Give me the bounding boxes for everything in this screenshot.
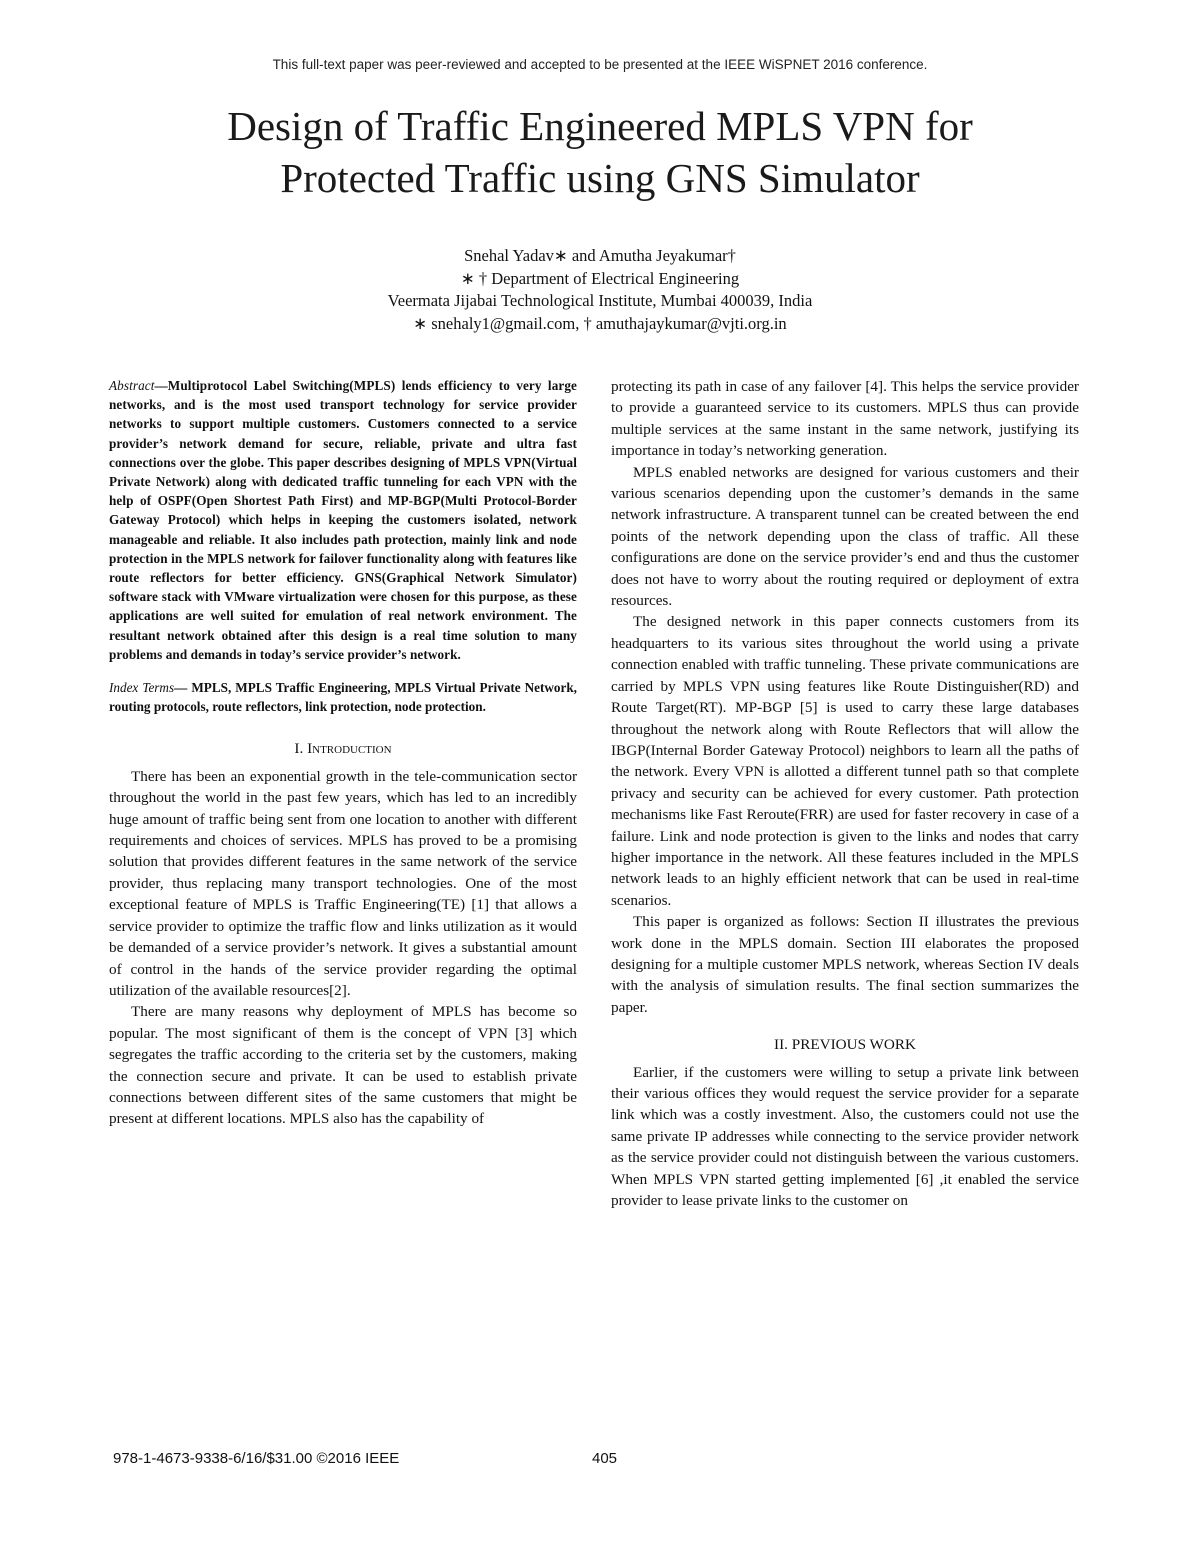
paper-title-line-1: Design of Traffic Engineered MPLS VPN for [227, 103, 973, 149]
section-heading-introduction [109, 738, 577, 759]
page-number: 405 [592, 1450, 618, 1467]
index-terms-label: Index Terms [109, 680, 175, 696]
abstract [109, 376, 577, 664]
abstract-text: —Multiprotocol Label Switching(MPLS) lends efficiency to very large networks, and is the most used transport technology for service provider networks to support multiple customers. Customers connected to a service provider’s network demand for secure, reliable, private and ultra fast connections over the globe. This paper describes designing of MPLS VPN(Virtual Private Network) along with dedicated traffic tunneling for each VPN with the help of OSPF(Open Shortest Path First) and MP-BGP(Multi Protocol-Border Gateway Protocol) which helps in keeping the customers isolated, network manageable and reliable. It also includes path protection, mainly link and node protection in the MPLS network for failover functionality along with features like route reflectors for better efficiency. GNS(Graphical Network Simulator) software stack with VMware virtualization were chosen for this purpose, as these applications are well suited for emulation of real network environment. The resultant network obtained after this design is a real time solution to many problems and demands in today’s service provider’s network. [109, 378, 577, 662]
paragraph-continuation: protecting its path in case of any failover [4]. This helps the service provider to provide a guaranteed service to its customers. MPLS thus can provide multiple services at the same instant in the same network, justifying its importance in today’s networking generation. [611, 378, 1079, 460]
section-number: I. [294, 740, 308, 758]
conference-notice: This full-text paper was peer-reviewed and accepted to be presented at the IEEE WiSPNET 2016 conference. [272, 57, 928, 72]
paragraph: This paper is organized as follows: Section II illustrates the previous work done in the MPLS domain. Section III elaborates the proposed designing for a multiple customer MPLS network, whereas Section IV deals with the analysis of simulation results. The final section summarizes the paper. [611, 913, 1079, 1016]
paragraph: Earlier, if the customers were willing to setup a private link between their various offices they would request the service provider for a separate link which was a costly investment. Also, the customers could not use the same private IP addresses while connecting to the service provider network as the service provider could not distinguish between the various customers. When MPLS VPN started getting implemented [6] ,it enabled the service provider to lease private links to the customer on [611, 1063, 1079, 1210]
author-emails: ∗ snehaly1@gmail.com, † amuthajaykumar@vjti.org.in [413, 313, 787, 333]
section-heading-previous-work: II. PREVIOUS WORK [774, 1036, 916, 1054]
paper-title-line-2: Protected Traffic using GNS Simulator [280, 155, 920, 201]
abstract-label: Abstract [109, 378, 155, 393]
paragraph: There are many reasons why deployment of MPLS has become so popular. The most significant of them is the concept of VPN [3] which segregates the traffic according to the criteria set by the customers, making the connection secure and private. It can be used to establish private connections between different sites of the same customers that might be present at different locations. MPLS also has the capability of [109, 1003, 577, 1128]
index-terms-text: — MPLS, MPLS Traffic Engineering, MPLS Virtual Private Network, routing protocols, route reflectors, link protection, node protection. [109, 680, 577, 715]
paragraph: MPLS enabled networks are designed for various customers and their various scenarios depending upon the customer’s demands in the same network infrastructure. A transparent tunnel can be created between the end points of the network depending upon the class of traffic. All these configurations are done on the service provider’s end and thus the customer does not have to worry about the routing required or deployment of extra resources. [611, 463, 1079, 610]
paper-title [100, 100, 1100, 204]
index-terms [109, 678, 577, 716]
left-column [109, 376, 577, 1130]
paragraph: There has been an exponential growth in the tele-communication sector throughout the world in the past few years, which has led to an incredibly huge amount of traffic being sent from one location to another with different requirements and choices of services. MPLS has proved to be a promising solution that provides different features in the same network of the service provider, thus replacing many transport technologies. One of the most exceptional feature of MPLS is Traffic Engineering(TE) [1] that allows a service provider to optimize the traffic flow and links utilization as it would be demanded of a service provider’s network. It gives a substantial amount of control in the hands of the service provider regarding the optimal utilization of the available resources[2]. [109, 767, 577, 999]
footer-isbn: 978-1-4673-9338-6/16/$31.00 ©2016 IEEE [113, 1450, 400, 1467]
right-column [611, 376, 1079, 1211]
author-institute: Veermata Jijabai Technological Institute, Mumbai 400039, India [387, 291, 813, 310]
author-department: ∗ † Department of Electrical Engineering [460, 268, 740, 288]
paragraph: The designed network in this paper connects customers from its headquarters to its various sites throughout the world using a private connection enabled with traffic tunneling. These private communications are carried by MPLS VPN using features like Route Distinguisher(RD) and Route Target(RT). MP-BGP [5] is used to carry these large databases throughout the network along with Route Reflectors that will allow the IBGP(Internal Border Gateway Protocol) neighbors to learn all the paths of the network. Every VPN is allotted a different tunnel path so that complete privacy and security can be achieved for every customer. Path protection mechanisms like Fast Reroute(FRR) are used for faster recovery in case of a failure. Link and node protection is given to the links and nodes that carry higher importance in the network. All these features included in the MPLS network leads to an highly efficient network that can be used in real-time scenarios. [611, 613, 1079, 909]
author-names: Snehal Yadav∗ and Amutha Jeyakumar† [464, 246, 736, 265]
author-block [0, 245, 1200, 335]
section-title: Introduction [307, 740, 392, 758]
